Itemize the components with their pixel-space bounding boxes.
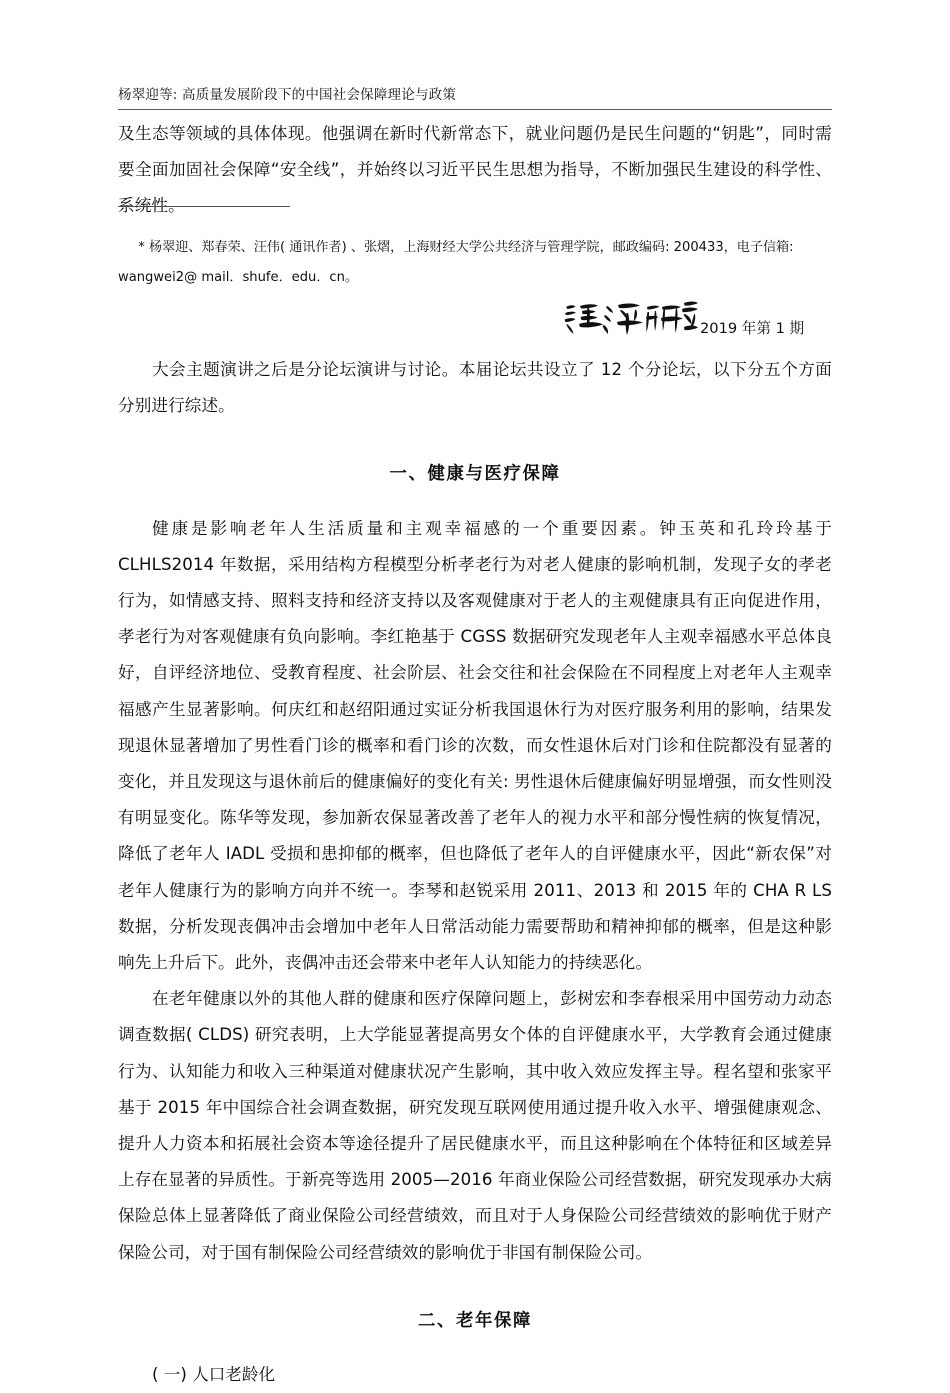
running-head-rule	[118, 109, 832, 110]
spacer-after-section-two-heading	[118, 1339, 832, 1357]
running-head-title: 杨翠迎等: 高质量发展阶段下的中国社会保障理论与政策	[118, 87, 457, 103]
section-one-paragraph-1: 健康是影响老年人生活质量和主观幸福感的一个重要因素。钟玉英和孔玲玲基于 CLHLS2014 年数据，采用结构方程模型分析孝老行为对老人健康的影响机制，发现子女的孝老行为，如情感支持、照料支持和经济支持以及客观健康对于老人的主观健康具有正向促进作用，孝老行为对客观健康有负向影响。李红艳基于 CGSS 数据研究发现老年人主观幸福感水平总体良好，自评经济地位、受教育程度、社会阶层、社会交往和社会保险在不同程度上对老年人主观幸福感产生显著影响。何庆红和赵绍阳通过实证分析我国退休行为对医疗服务利用的影响，结果发现退休显著增加了男性看门诊的概率和看门诊的次数，而女性退休后对门诊和住院都没有显著的变化，并且发现这与退休前后的健康偏好的变化有关: 男性退休后健康偏好明显增强，而女性则没有明显变化。陈华等发现，参加新农保显著改善了老年人的视力水平和部分慢性病的恢复情况，降低了老年人 IADL 受损和患抑郁的概率，但也降低了老年人的自评健康水平，因此“新农保”对老年人健康行为的影响方向并不统一。李琴和赵锐采用 2011、2013 和 2015 年的 CHA R LS 数据，分析发现丧偶冲击会增加中老年人日常活动能力需要帮助和精神抑郁的概率，但是这种影响先上升后下。此外，丧偶冲击还会带来中老年人认知能力的持续恶化。	[118, 518, 832, 973]
footnote-line-email: wangwei2@ mail．shufe．edu．cn。	[118, 270, 359, 285]
section-heading-two: 二、老年保障	[418, 1310, 532, 1331]
footnote-line-authors: * 杨翠迎、郑春荣、汪伟( 通讯作者) 、张熠，上海财经大学公共经济与管理学院，邮政编码: 200433，电子信箱:	[138, 240, 794, 255]
spacer-before-section-one	[118, 424, 832, 456]
footnote-separator-rule	[118, 206, 290, 207]
section-heading-one: 一、健康与医疗保障	[389, 464, 561, 485]
top-paragraph-block	[118, 116, 832, 225]
masthead	[558, 296, 804, 340]
footnote-block	[118, 233, 832, 293]
continued-paragraph: 及生态等领域的具体体现。他强调在新时代新常态下，就业问题仍是民生问题的“钥匙”，同时需要全面加固社会保障“安全线”，并始终以习近平民生思想为指导，不断加强民生建设的科学性、系统性。	[118, 124, 832, 216]
issue-label: 2019 年第 1 期	[700, 320, 805, 337]
intro-paragraph: 大会主题演讲之后是分论坛演讲与讨论。本届论坛共设立了 12 个分论坛，以下分五个方面分别进行综述。	[118, 360, 832, 416]
subsection-heading-population-aging: ( 一) 人口老龄化	[152, 1365, 276, 1385]
running-head	[118, 86, 832, 110]
journal-logo-icon	[558, 296, 698, 340]
spacer-before-section-two	[118, 1271, 832, 1303]
spacer-after-section-one-heading	[118, 493, 832, 511]
section-one-paragraph-2: 在老年健康以外的其他人群的健康和医疗保障问题上，彭树宏和李春根采用中国劳动力动态调查数据( CLDS) 研究表明，上大学能显著提高男女个体的自评健康水平，大学教育会通过健康行为、认知能力和收入三种渠道对健康状况产生影响，其中收入效应发挥主导。程名望和张家平基于 2015 年中国综合社会调查数据，研究发现互联网使用通过提升收入水平、增强健康观念、提升人力资本和拓展社会资本等途径提升了居民健康水平，而且这种影响在个体特征和区域差异上存在显著的异质性。于新亮等选用 2005—2016 年商业保险公司经营数据，研究发现承办大病保险总体上显著降低了商业保险公司经营绩效，而且对于人身保险公司经营绩效的影响优于财产保险公司，对于国有制保险公司经营绩效的影响优于非国有制保险公司。	[118, 989, 832, 1262]
article-body	[118, 352, 832, 1393]
